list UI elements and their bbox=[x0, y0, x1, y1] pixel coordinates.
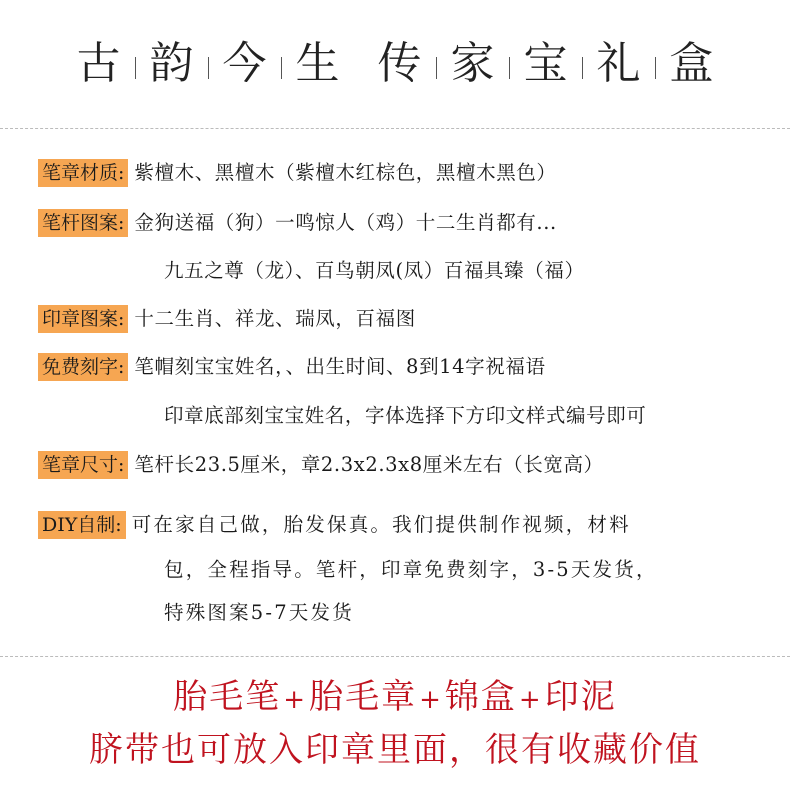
title-char: 盒 bbox=[669, 38, 714, 89]
spec-row-pen-pattern bbox=[38, 209, 557, 237]
title-char: 韵 bbox=[149, 38, 194, 89]
spec-value-continued: 特殊图案5-7天发货 bbox=[164, 601, 354, 624]
title-char: 生 bbox=[295, 38, 340, 89]
title-separator bbox=[509, 57, 510, 79]
plus-sign: + bbox=[518, 685, 543, 715]
footer-package-line bbox=[0, 677, 790, 720]
spec-value: 笔杆长23.5厘米，章2.3x2.3x8厘米左右（长宽高） bbox=[134, 453, 604, 476]
spec-label: 免费刻字: bbox=[38, 353, 128, 381]
spec-row-seal-pattern bbox=[38, 305, 416, 333]
top-divider bbox=[0, 128, 790, 129]
spec-value: 紫檀木、黑檀木（紫檀木红棕色，黑檀木黑色） bbox=[134, 161, 557, 184]
spec-label: 笔章材质: bbox=[38, 159, 128, 187]
package-item: 印泥 bbox=[544, 677, 617, 717]
spec-value: 可在家自己做，胎发保真。我们提供制作视频，材料 bbox=[131, 513, 631, 536]
spec-label: 笔杆图案: bbox=[38, 209, 128, 237]
title-separator bbox=[436, 57, 437, 79]
title-char: 家 bbox=[450, 38, 495, 89]
spec-value: 金狗送福（狗）一鸣惊人（鸡）十二生肖都有... bbox=[134, 211, 557, 234]
page-title bbox=[0, 0, 790, 128]
spec-value-continued: 包，全程指导。笔杆，印章免费刻字，3-5天发货， bbox=[164, 558, 658, 581]
spec-row-engraving bbox=[38, 353, 546, 381]
spec-value-continued: 印章底部刻宝宝姓名，字体选择下方印文样式编号即可 bbox=[164, 404, 647, 427]
title-char: 古 bbox=[76, 38, 121, 89]
package-item: 锦盒 bbox=[444, 677, 517, 717]
package-item: 胎毛章 bbox=[309, 677, 418, 717]
plus-sign: + bbox=[283, 685, 308, 715]
spec-row-material bbox=[38, 159, 557, 187]
title-char: 礼 bbox=[596, 38, 641, 89]
spec-row-diy bbox=[38, 511, 631, 539]
title-separator bbox=[208, 57, 209, 79]
spec-label: 印章图案: bbox=[38, 305, 128, 333]
spec-value: 十二生肖、祥龙、瑞凤，百福图 bbox=[134, 307, 416, 330]
spec-label: 笔章尺寸: bbox=[38, 451, 128, 479]
plus-sign: + bbox=[419, 685, 443, 715]
title-separator bbox=[281, 57, 282, 79]
spec-label: DIY自制: bbox=[38, 511, 126, 539]
title-char: 传 bbox=[377, 38, 422, 89]
spec-value: 笔帽刻宝宝姓名，、出生时间、8到14字祝福语 bbox=[134, 355, 546, 378]
title-char: 今 bbox=[222, 38, 267, 89]
title-separator bbox=[135, 57, 136, 79]
title-separator bbox=[582, 57, 583, 79]
title-separator bbox=[655, 57, 656, 79]
bottom-divider bbox=[0, 656, 790, 657]
title-char: 宝 bbox=[523, 38, 568, 89]
spec-value-continued: 九五之尊（龙）、百鸟朝凤(凤）百福具臻（福） bbox=[164, 259, 585, 282]
package-item: 胎毛笔 bbox=[173, 677, 282, 717]
spec-row-size bbox=[38, 451, 604, 479]
footer-collect-line: 脐带也可放入印章里面，很有收藏价值 bbox=[89, 730, 701, 770]
